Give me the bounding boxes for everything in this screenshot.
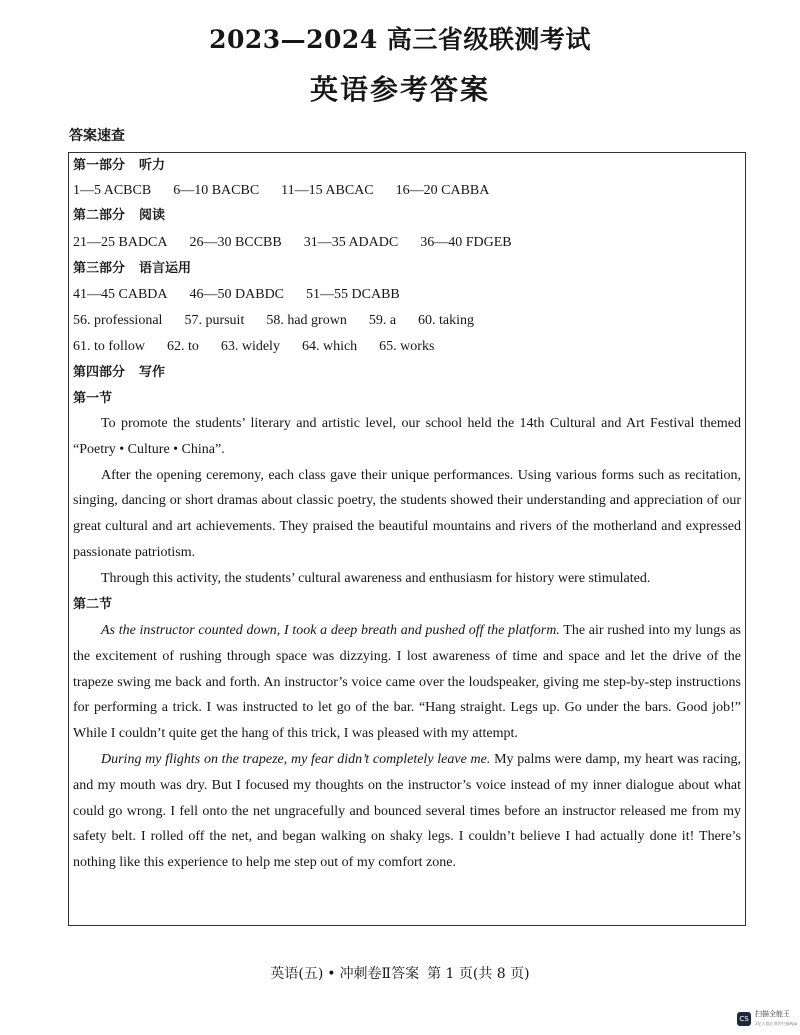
part2-heading: 第二部分 阅读: [73, 208, 166, 223]
essay-paragraph: As the instructor counted down, I took a deep breath and pushed off the platform. The air rushed into my lungs as the excitement of rushing through space was dizzying. I lost awareness of time and space and let the drive of the trapeze swing me back and forth. An instructor’s voice came over the loudspeaker, giving me step-by-step instructions for performing a trick. I was instructed to let go of the bar. “Hang straight. Legs up. Go under the bars. Good job!” While I couldn’t quite get the hang of this trick, I was pleased with my attempt.: [73, 623, 741, 742]
essay-paragraph: To promote the students’ literary and artistic level, our school held the 14th Cultural and Art Festival themed “Poetry • Culture • China”.: [73, 416, 741, 457]
section2-essay: [73, 618, 741, 876]
part1-answers: 1—5 ACBCB 6—10 BACBC 11—15 ABCAC 16—20 CABBA: [73, 183, 490, 198]
given-opening-sentence: During my flights on the trapeze, my fear didn’t completely leave me.: [101, 751, 491, 767]
essay-paragraph: Through this activity, the students’ cultural awareness and enthusiasm for history were stimulated.: [101, 570, 651, 586]
section2-heading: 第二节: [73, 597, 113, 612]
section1-heading: 第一节: [73, 391, 113, 406]
camscanner-icon: CS: [737, 1012, 751, 1026]
essay-paragraph: During my flights on the trapeze, my fear didn’t completely leave me. My palms were damp, my heart was racing, and my mouth was dry. But I focused my thoughts on the instructor’s voice instead of my inner dialogue about what could go wrong. I fell onto the net ungracefully and bounced several times before an instructor released me from my safety belt. I rolled off the net, and began walking on shaky legs. I couldn’t believe I had actually done it! There’s nothing like this experience to help me step out of my comfort zone.: [73, 751, 741, 871]
part2-answers: 21—25 BADCA 26—30 BCCBB 31—35 ADADC 36—40 FDGEB: [73, 235, 512, 250]
page-footer: 英语(五) • 冲刺卷Ⅱ答案 第 1 页(共 8 页): [270, 966, 530, 982]
answer-box: [68, 152, 746, 926]
part3-heading: 第三部分 语言运用: [73, 261, 192, 276]
answer-key-title: 英语参考答案: [309, 73, 490, 106]
essay-paragraph: After the opening ceremony, each class gave their unique performances. Using various forms such as recitation, singing, dancing or short dramas about classic poetry, the students showed their understanding and appreciation of our great cultural and art achievements. They praised the beautiful mountains and rivers of the motherland and expressed passionate patriotism.: [73, 467, 741, 560]
part4-heading: 第四部分 写作: [73, 365, 166, 380]
given-opening-sentence: As the instructor counted down, I took a deep breath and pushed off the platform.: [101, 623, 560, 638]
scanner-watermark: CS 扫描全能王 3亿人都在用的扫描App: [737, 1010, 797, 1028]
part3-answers-fill-1: 56. professional 57. pursuit 58. had grown 59. a 60. taking: [73, 313, 475, 328]
part3-answers-fill-2: 61. to follow 62. to 63. widely 64. which 65. works: [73, 339, 435, 354]
exam-title: 2023—2024 高三省级联测考试: [209, 25, 591, 54]
section1-essay: [73, 411, 741, 592]
quick-answers-label: 答案速查: [69, 128, 125, 144]
part3-answers-mc: 41—45 CABDA 46—50 DABDC 51—55 DCABB: [73, 287, 400, 302]
part1-heading: 第一部分 听力: [73, 158, 166, 173]
